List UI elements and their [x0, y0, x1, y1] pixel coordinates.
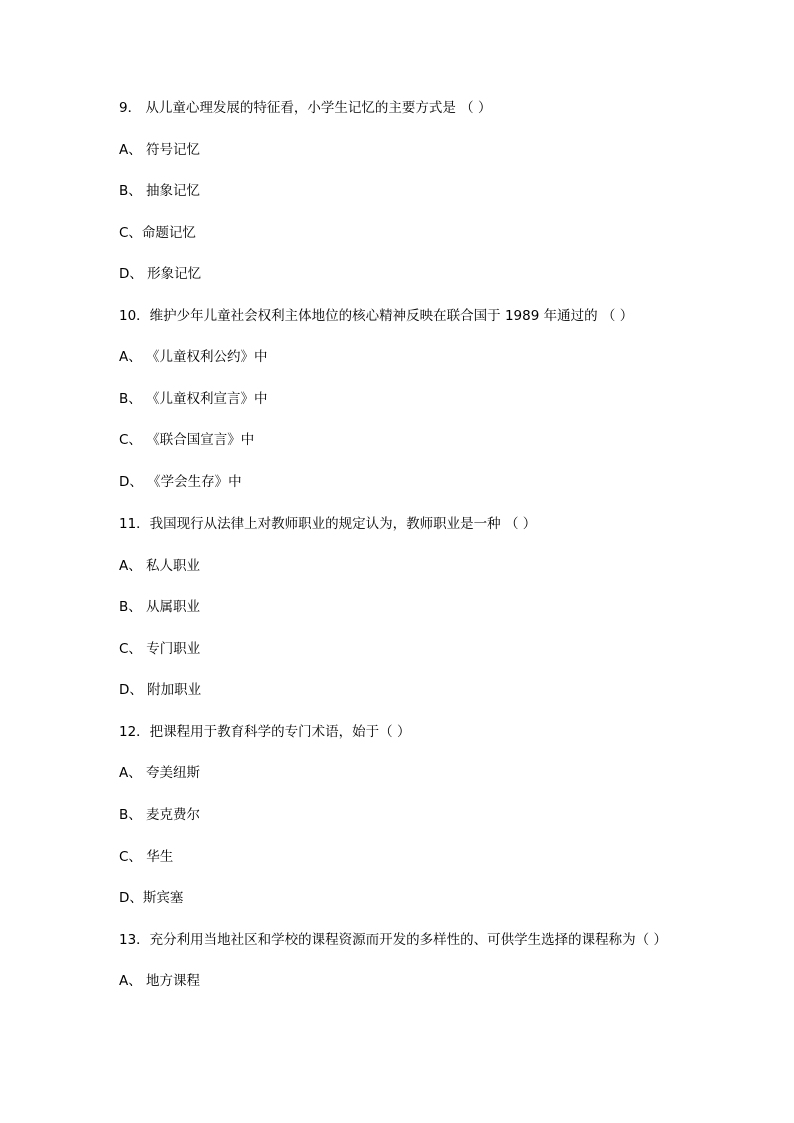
question-11-option-c: C、 专门职业 [119, 641, 201, 657]
question-11-option-d: D、 附加职业 [119, 682, 202, 698]
question-9-option-b: B、 抽象记忆 [119, 183, 201, 199]
question-13-stem: 13．充分利用当地社区和学校的课程资源而开发的多样性的、可供学生选择的课程称为（ ） [119, 932, 667, 948]
question-12-stem: 12．把课程用于教育科学的专门术语，始于（ ） [119, 724, 411, 740]
question-12-option-c: C、 华生 [119, 849, 174, 865]
question-9-option-a: A、 符号记忆 [119, 142, 201, 158]
question-11-option-b: B、 从属职业 [119, 599, 201, 615]
question-12-option-a: A、 夸美纽斯 [119, 765, 201, 781]
question-11-option-a: A、 私人职业 [119, 558, 201, 574]
question-9-stem: 9． 从儿童心理发展的特征看，小学生记忆的主要方式是 （ ） [119, 100, 492, 116]
question-10-option-b: B、 《儿童权利宣言》中 [119, 391, 268, 407]
question-13-option-a: A、 地方课程 [119, 973, 201, 989]
question-10-option-c: C、 《联合国宣言》中 [119, 432, 255, 448]
question-11-stem: 11．我国现行从法律上对教师职业的规定认为，教师职业是一种 （ ） [119, 516, 537, 532]
question-10-option-d: D、 《学会生存》中 [119, 474, 242, 490]
question-9-option-c: C、命题记忆 [119, 225, 196, 241]
question-12-option-d: D、斯宾塞 [119, 890, 184, 906]
question-9-option-d: D、 形象记忆 [119, 266, 202, 282]
question-10-option-a: A、 《儿童权利公约》中 [119, 349, 268, 365]
question-12-option-b: B、 麦克费尔 [119, 807, 201, 823]
question-10-stem: 10．维护少年儿童社会权利主体地位的核心精神反映在联合国于 1989 年通过的 （ ） [119, 308, 634, 324]
